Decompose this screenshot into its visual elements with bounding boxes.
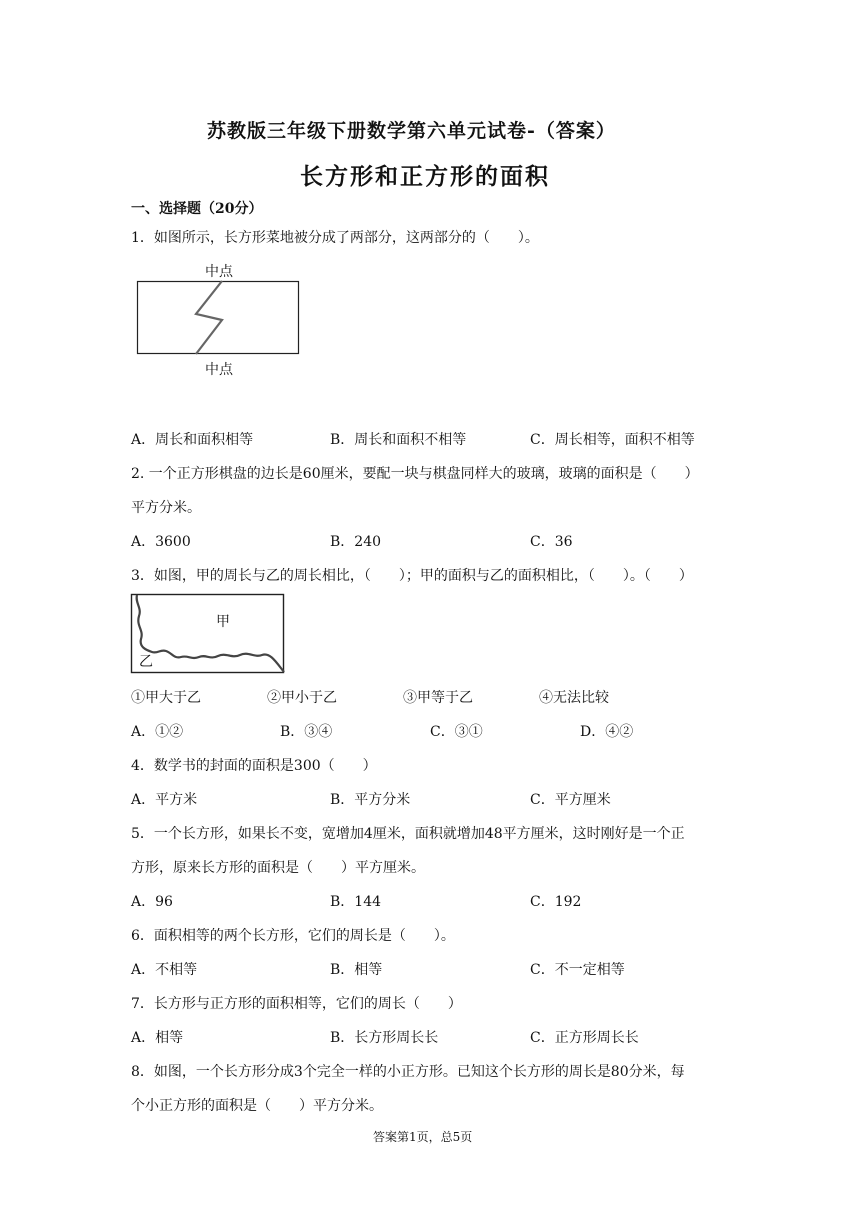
document-title: 苏教版三年级下册数学第六单元试卷-（答案） [207,120,616,142]
q1-option-a[interactable]: A．周长和面积相等 [131,432,254,448]
question-6-text: 6．面积相等的两个长方形，它们的周长是（ ）。 [131,928,455,944]
question-7-text: 7．长方形与正方形的面积相等，它们的周长（ ） [131,996,462,1012]
q3-choice-4: ④无法比较 [539,690,609,706]
q3-label-jia: 甲 [216,614,230,630]
q4-option-a[interactable]: A．平方米 [131,792,198,808]
q5-option-b[interactable]: B．144 [330,894,382,910]
q1-option-c[interactable]: C．周长相等，面积不相等 [530,432,695,448]
page-footer: 答案第1页，总5页 [373,1130,473,1144]
q3-option-c[interactable]: C．③① [430,724,483,740]
q7-option-a[interactable]: A．相等 [131,1030,184,1046]
q2-option-b[interactable]: B．240 [330,534,382,550]
question-2-text-line2: 平方分米。 [131,500,201,516]
q4-option-b[interactable]: B．平方分米 [330,792,411,808]
q2-option-c[interactable]: C．36 [530,534,573,550]
q7-option-b[interactable]: B．长方形周长长 [330,1030,439,1046]
document-subtitle: 长方形和正方形的面积 [300,163,550,190]
q6-option-b[interactable]: B．相等 [330,962,383,978]
question-3-text: 3．如图，甲的周长与乙的周长相比，（ ）；甲的面积与乙的面积相比，（ ）。（ ） [131,568,693,584]
q2-option-a[interactable]: A．3600 [131,534,191,550]
question-8-text-line2: 个小正方形的面积是（ ）平方分米。 [131,1098,383,1114]
q7-option-c[interactable]: C．正方形周长长 [530,1030,639,1046]
q1-bottom-midpoint-label: 中点 [205,362,233,378]
q6-option-c[interactable]: C．不一定相等 [530,962,625,978]
q3-option-d[interactable]: D．④② [580,724,634,740]
question-8-text-line1: 8．如图，一个长方形分成3个完全一样的小正方形。已知这个长方形的周长是80分米，每 [131,1064,685,1080]
q5-option-a[interactable]: A．96 [131,894,173,910]
q3-choice-2: ②甲小于乙 [267,690,337,706]
question-4-text: 4．数学书的封面的面积是300（ ） [131,758,377,774]
q6-option-a[interactable]: A．不相等 [131,962,198,978]
q5-option-c[interactable]: C．192 [530,894,582,910]
question-5-text-line1: 5．一个长方形，如果长不变，宽增加4厘米，面积就增加48平方厘米，这时刚好是一个正 [131,826,685,842]
question-5-text-line2: 方形，原来长方形的面积是（ ）平方厘米。 [131,860,425,876]
q1-top-midpoint-label: 中点 [205,264,233,280]
q3-option-b[interactable]: B．③④ [280,724,333,740]
q3-choice-1: ①甲大于乙 [131,690,201,706]
question-1-text: 1．如图所示，长方形菜地被分成了两部分，这两部分的（ ）。 [131,230,539,246]
section-heading: 一、选择题（20分） [131,201,263,217]
q3-label-yi: 乙 [139,654,153,670]
q3-option-a[interactable]: A．①② [131,724,184,740]
q3-choice-3: ③甲等于乙 [403,690,473,706]
question-2-text-line1: 2. 一个正方形棋盘的边长是60厘米，要配一块与棋盘同样大的玻璃，玻璃的面积是（ ） [131,466,699,482]
q1-option-b[interactable]: B．周长和面积不相等 [330,432,467,448]
q4-option-c[interactable]: C．平方厘米 [530,792,611,808]
